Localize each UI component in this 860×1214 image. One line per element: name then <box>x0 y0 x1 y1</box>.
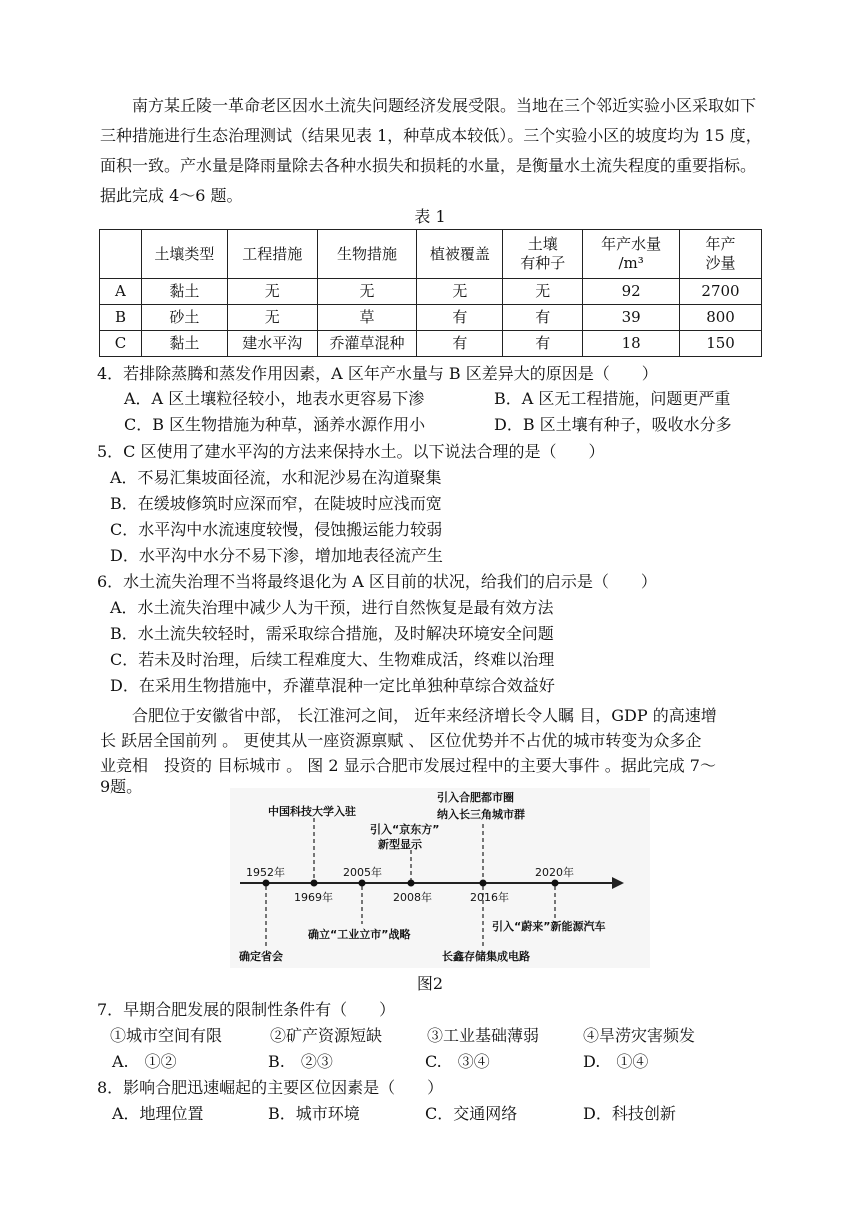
event-1952: 确定省会 <box>239 950 283 963</box>
passage-hefei-line-1: 合肥位于安徽省中部， 长江淮河之间， 近年来经济增长令人瞩 目，GDP 的高速增 <box>132 706 717 725</box>
question-5-option-c: C．水平沟中水流速度较慢，侵蚀搬运能力较弱 <box>110 520 443 539</box>
header-line: 年产 <box>705 235 736 253</box>
table-row <box>100 305 762 331</box>
table-cell: C <box>100 331 142 357</box>
header-line: 年产水量 <box>601 235 662 253</box>
header-cell <box>583 230 680 279</box>
event-2008-line-2: 新型显示 <box>378 838 422 851</box>
event-2020: 引入“蔚来”新能源汽车 <box>492 920 606 933</box>
table-row <box>100 331 762 357</box>
year-label: 2020年 <box>535 866 574 879</box>
question-7-option-b: B. ②③ <box>268 1052 333 1071</box>
year-dot-2008 <box>408 880 415 887</box>
table-cell: 黏土 <box>141 279 227 305</box>
question-7-item-4: ④旱涝灾害频发 <box>583 1026 696 1045</box>
year-dot-2005 <box>359 880 366 887</box>
header-cell <box>680 230 762 279</box>
event-1969: 中国科技大学入驻 <box>268 805 356 818</box>
question-4-option-c: C．B 区生物措施为种草，涵养水源作用小 <box>124 415 426 434</box>
year-label: 1952年 <box>246 866 285 879</box>
year-label: 1969年 <box>294 891 333 904</box>
question-7-item-3: ③工业基础薄弱 <box>427 1026 540 1045</box>
question-4-option-b: B．A 区无工程措施，问题更严重 <box>494 389 731 408</box>
header-cell: 生物措施 <box>317 230 417 279</box>
table-cell: 无 <box>317 279 417 305</box>
question-4-option-d: D．B 区土壤有种子，吸收水分多 <box>494 415 732 434</box>
question-4-stem: 4．若排除蒸腾和蒸发作用因素，A 区年产水量与 B 区差异大的原因是（ ） <box>97 364 658 383</box>
data-table <box>99 229 762 357</box>
event-2008-line-1: 引入“京东方” <box>370 823 440 836</box>
question-8-stem: 8．影响合肥迅速崛起的主要区位因素是（ ） <box>97 1078 444 1097</box>
table-cell: 无 <box>227 305 317 331</box>
table-cell: 39 <box>583 305 680 331</box>
table-cell: 砂土 <box>141 305 227 331</box>
question-6-stem: 6．水土流失治理不当将最终退化为 A 区目前的状况，给我们的启示是（ ） <box>97 572 657 591</box>
passage-hefei-line-3: 业竞相 投资的 目标城市 。 图 2 显示合肥市发展过程中的主要大事件 。据此完成 7～ <box>100 756 716 775</box>
question-6-option-a: A．水土流失治理中减少人为干预，进行自然恢复是最有效方法 <box>110 598 554 617</box>
figure-caption: 图2 <box>416 974 444 993</box>
passage-intro-soil-erosion: 南方某丘陵一革命老区因水土流失问题经济发展受限。当地在三个邻近实验小区采取如下三种措施进行生态治理测试（结果见表 1，种草成本较低）。三个实验小区的坡度均为 15 度，面积一致。产水量是降雨量除去各种水损失和损耗的水量，是衡量水土流失程度的重要指标。据此完成 4～6 题。 <box>100 96 762 205</box>
question-6-option-b: B．水土流失较轻时，需采取综合措施，及时解决环境安全问题 <box>110 624 554 643</box>
table-cell: 2700 <box>680 279 762 305</box>
table-cell: 有 <box>503 331 583 357</box>
event-2016-below: 长鑫存储集成电路 <box>442 950 530 963</box>
header-line: 土壤 <box>527 235 558 253</box>
question-7-option-c: C. ③④ <box>425 1052 490 1071</box>
table-cell: A <box>100 279 142 305</box>
table-header-row <box>100 230 762 279</box>
table-cell: 无 <box>417 279 503 305</box>
event-2016-line-1: 引入合肥都市圈 <box>437 791 514 804</box>
header-cell: 植被覆盖 <box>417 230 503 279</box>
question-5-stem: 5．C 区使用了建水平沟的方法来保持水土。以下说法合理的是（ ） <box>97 442 605 461</box>
question-8-option-b: B．城市环境 <box>268 1104 360 1123</box>
header-cell <box>503 230 583 279</box>
header-cell: 土壤类型 <box>141 230 227 279</box>
year-dot-2020 <box>552 880 559 887</box>
table-cell: 无 <box>227 279 317 305</box>
question-7-stem: 7．早期合肥发展的限制性条件有（ ） <box>97 1000 396 1019</box>
year-dot-1969 <box>311 880 318 887</box>
year-label: 2005年 <box>343 866 382 879</box>
passage-hefei-line-4: 9题。 <box>100 777 143 796</box>
event-2016-line-2: 纳入长三角城市群 <box>437 808 525 821</box>
year-label: 2008年 <box>393 891 432 904</box>
header-line: /m³ <box>618 254 644 272</box>
table-cell: 建水平沟 <box>227 331 317 357</box>
question-8-option-d: D．科技创新 <box>583 1104 676 1123</box>
header-line: 沙量 <box>705 254 736 272</box>
table-cell: 有 <box>503 305 583 331</box>
table-row <box>100 279 762 305</box>
header-line: 有种子 <box>520 254 566 272</box>
table-cell: 18 <box>583 331 680 357</box>
event-2005: 确立“工业立市”战略 <box>308 928 411 941</box>
question-5-option-d: D．水平沟中水分不易下渗，增加地表径流产生 <box>110 546 443 565</box>
question-7-option-d: D. ①④ <box>583 1052 649 1071</box>
table-cell: 草 <box>317 305 417 331</box>
question-8-option-c: C．交通网络 <box>425 1104 518 1123</box>
question-7-item-2: ②矿产资源短缺 <box>270 1026 383 1045</box>
year-label: 2016年 <box>470 891 509 904</box>
question-5-option-a: A．不易汇集坡面径流，水和泥沙易在沟道聚集 <box>110 468 442 487</box>
question-5-option-b: B．在缓坡修筑时应深而窄，在陡坡时应浅而宽 <box>110 494 442 513</box>
table-cell: 92 <box>583 279 680 305</box>
table-cell: 黏土 <box>141 331 227 357</box>
header-cell <box>100 230 142 279</box>
passage-hefei-line-2: 长 跃居全国前列 。 更使其从一座资源禀赋 、 区位优势并不占优的城市转变为众多企 <box>100 731 702 750</box>
question-6-option-c: C．若未及时治理，后续工程难度大、生物难成活，终难以治理 <box>110 650 555 669</box>
question-7-option-a: A. ①② <box>112 1052 177 1071</box>
year-dot-1952 <box>263 880 270 887</box>
question-6-option-d: D．在采用生物措施中，乔灌草混种一定比单独种草综合效益好 <box>110 676 555 695</box>
table-cell: 乔灌草混种 <box>317 331 417 357</box>
question-7-item-1: ①城市空间有限 <box>110 1026 223 1045</box>
year-dot-2016 <box>480 880 487 887</box>
table-cell: 无 <box>503 279 583 305</box>
table-cell: 有 <box>417 305 503 331</box>
table-cell: B <box>100 305 142 331</box>
table-caption: 表 1 <box>414 207 446 226</box>
table-cell: 有 <box>417 331 503 357</box>
table-cell: 150 <box>680 331 762 357</box>
question-8-option-a: A．地理位置 <box>112 1104 204 1123</box>
hefei-timeline-figure <box>230 788 650 968</box>
question-4-option-a: A．A 区土壤粒径较小，地表水更容易下渗 <box>124 389 425 408</box>
header-cell: 工程措施 <box>227 230 317 279</box>
table-cell: 800 <box>680 305 762 331</box>
